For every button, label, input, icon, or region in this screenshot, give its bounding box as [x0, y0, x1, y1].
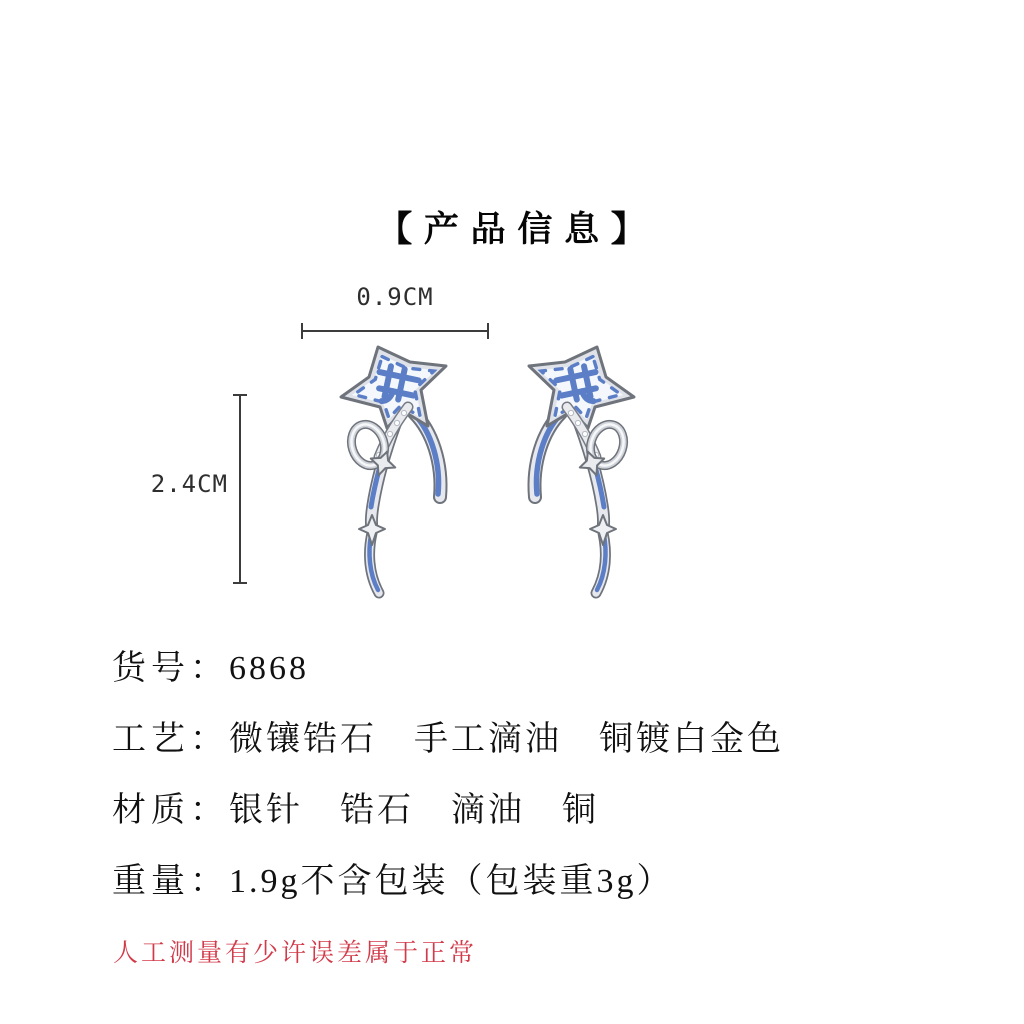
right-earring — [529, 347, 634, 593]
height-dimension-tick-bottom — [233, 582, 247, 584]
spec-label: 材质： — [112, 792, 229, 829]
height-dimension-tick-top — [233, 394, 247, 396]
spec-row-craft — [112, 717, 972, 762]
product-spec-list — [112, 646, 972, 930]
height-dimension-line — [239, 395, 241, 583]
spec-row-item-number — [112, 646, 972, 691]
measurement-disclaimer: 人工测量有少许误差属于正常 — [113, 940, 478, 967]
spec-value: 1.9g不含包装（包装重3g） — [229, 863, 674, 900]
earrings-product-image — [280, 335, 720, 625]
spec-label: 工艺： — [112, 721, 229, 758]
spec-value: 6868 — [229, 650, 309, 687]
spec-value: 银针 锆石 滴油 铜 — [229, 792, 599, 829]
spec-value: 微镶锆石 手工滴油 铜镀白金色 — [229, 721, 784, 758]
height-dimension-label: 2.4CM — [150, 470, 228, 498]
spec-label: 货号： — [112, 650, 229, 687]
left-earring — [341, 347, 446, 593]
width-dimension-line — [302, 330, 489, 332]
spec-row-weight — [112, 859, 972, 904]
width-dimension-label: 0.9CM — [356, 283, 434, 311]
page-title: 【 产 品 信 息 】 — [377, 210, 647, 249]
spec-row-material — [112, 788, 972, 833]
spec-label: 重量： — [112, 863, 229, 900]
